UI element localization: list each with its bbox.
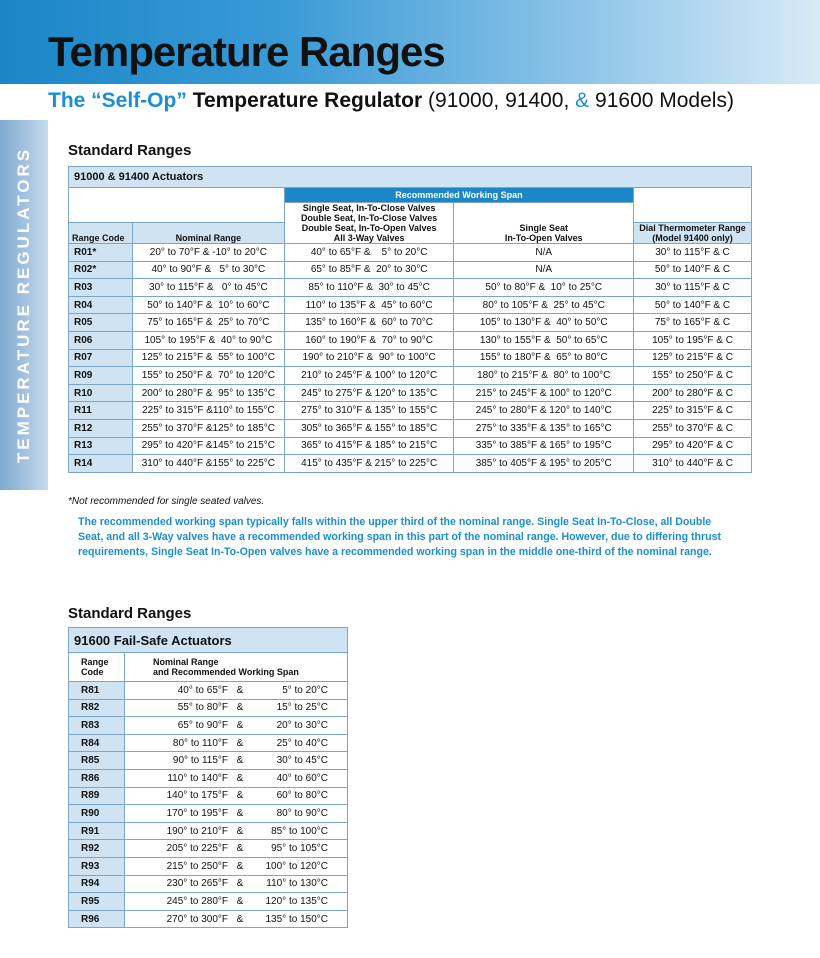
working-span-close-cell: 40° to 65°F & 5° to 20°C [284,244,454,262]
range-code-cell: R07 [69,349,133,367]
table-row [69,893,348,911]
table-row [69,875,348,893]
celsius-span: 80° to 90°C [276,807,328,819]
fahrenheit-span: 90° to 115°F [172,755,228,767]
nominal-span-cell [125,822,348,840]
table-row [69,682,348,700]
table-row [69,314,752,332]
nominal-span-cell [125,769,348,787]
table-row [69,244,752,262]
dial-range-cell: 125° to 215°F & C [634,349,752,367]
table-row [69,455,752,473]
working-span-open-cell: 385° to 405°F & 195° to 205°C [454,455,634,473]
table-row [69,699,348,717]
col-close-line4: All 3-Way Valves [333,233,405,243]
fahrenheit-span: 205° to 225°F [166,843,228,855]
subtitle-models: (91000, 91400, [428,89,570,112]
fahrenheit-span: 230° to 265°F [166,878,228,890]
col-close-line3: Double Seat, In-To-Open Valves [301,223,437,233]
range-code-cell: R02* [69,261,133,279]
nominal-span-cell [125,893,348,911]
subtitle-brand: The “Self-Op” [48,89,187,112]
working-span-open-cell: 105° to 130°F & 40° to 50°C [454,314,634,332]
dial-range-cell: 30° to 115°F & C [634,244,752,262]
col-open-line1: Single Seat [519,223,568,233]
fahrenheit-span: 65° to 90°F [177,719,228,731]
col-close-line2: Double Seat, In-To-Close Valves [300,213,438,223]
range-code-cell: R93 [69,857,125,875]
page-title: Temperature Ranges [48,28,445,75]
working-span-open-cell: 245° to 280°F & 120° to 140°C [454,402,634,420]
celsius-span: 40° to 60°C [276,772,328,784]
table-row [69,822,348,840]
fahrenheit-span: 215° to 250°F [166,860,228,872]
working-span-close-cell: 305° to 365°F & 155° to 185°C [284,419,454,437]
range-code-cell: R82 [69,699,125,717]
nominal-span-cell [125,875,348,893]
dial-range-cell: 50° to 140°F & C [634,261,752,279]
table2-body [69,682,348,928]
nominal-span-cell [125,805,348,823]
nominal-range-cell: 255° to 370°F &125° to 185°C [132,419,284,437]
subtitle-models-end: 91600 Models) [595,89,734,112]
table2-header-row [69,653,348,682]
ampersand: & [236,878,244,890]
fahrenheit-span: 80° to 110°F [172,737,228,749]
range-code-cell: R13 [69,437,133,455]
span-header-row [69,188,752,203]
nominal-range-cell: 225° to 315°F &110° to 155°C [132,402,284,420]
col-dial-line2: (Model 91400 only) [652,233,733,243]
nominal-range-cell: 105° to 195°F & 40° to 90°C [132,331,284,349]
table-row [69,769,348,787]
range-code-cell: R05 [69,314,133,332]
col-header-open [454,203,634,244]
col2-header-code [69,653,125,682]
dial-range-cell: 200° to 280°F & C [634,384,752,402]
table-row [69,261,752,279]
fahrenheit-span: 55° to 80°F [177,702,228,714]
working-span-open-cell: 180° to 215°F & 80° to 100°C [454,367,634,385]
ampersand: & [236,790,244,802]
table-row [69,331,752,349]
dial-range-cell: 310° to 440°F & C [634,455,752,473]
ampersand: & [236,807,244,819]
range-code-cell: R04 [69,296,133,314]
celsius-span: 5° to 20°C [282,684,328,696]
working-span-open-cell: 80° to 105°F & 25° to 45°C [454,296,634,314]
working-span-close-cell: 365° to 415°F & 185° to 215°C [284,437,454,455]
nominal-range-cell: 30° to 115°F & 0° to 45°C [132,279,284,297]
fahrenheit-span: 40° to 65°F [177,684,228,696]
nominal-range-cell: 75° to 165°F & 25° to 70°C [132,314,284,332]
nominal-range-cell: 125° to 215°F & 55° to 100°C [132,349,284,367]
range-code-cell: R09 [69,367,133,385]
table2-title: 91600 Fail-Safe Actuators [69,628,348,653]
dial-range-cell: 155° to 250°F & C [634,367,752,385]
ampersand: & [236,684,244,696]
fahrenheit-span: 110° to 140°F [167,772,228,784]
ampersand: & [236,860,244,872]
celsius-span: 25° to 40°C [276,737,328,749]
range-code-cell: R90 [69,805,125,823]
celsius-span: 15° to 25°C [276,702,328,714]
nominal-span-cell [125,699,348,717]
table-row [69,402,752,420]
page-subtitle [48,88,734,114]
working-span-close-cell: 245° to 275°F & 120° to 135°C [284,384,454,402]
working-span-open-cell: N/A [454,244,634,262]
nominal-span-cell [125,682,348,700]
celsius-span: 30° to 45°C [276,755,328,767]
table1-body [69,244,752,473]
section1-title: Standard Ranges [68,142,192,159]
range-code-cell: R06 [69,331,133,349]
side-tab-label: TEMPERATURE REGULATORS [14,146,33,464]
nominal-span-cell [125,857,348,875]
table2-title-row [69,628,348,653]
span-header: Recommended Working Span [284,188,633,203]
table-row [69,717,348,735]
col2-header-nominal [125,653,348,682]
col-header-dial [634,223,752,244]
working-span-close-cell: 85° to 110°F & 30° to 45°C [284,279,454,297]
col2-nominal-line2: and Recommended Working Span [153,667,299,677]
nominal-range-cell: 200° to 280°F & 95° to 135°C [132,384,284,402]
range-code-cell: R14 [69,455,133,473]
table-row [69,787,348,805]
range-code-cell: R91 [69,822,125,840]
range-code-cell: R84 [69,734,125,752]
footnote: *Not recommended for single seated valves. [68,496,265,507]
working-span-close-cell: 65° to 85°F & 20° to 30°C [284,261,454,279]
nominal-range-cell: 50° to 140°F & 10° to 60°C [132,296,284,314]
ampersand: & [236,737,244,749]
range-code-cell: R94 [69,875,125,893]
table-row [69,279,752,297]
range-code-cell: R83 [69,717,125,735]
table-row [69,734,348,752]
nominal-range-cell: 310° to 440°F &155° to 225°C [132,455,284,473]
working-span-open-cell: N/A [454,261,634,279]
table-row [69,296,752,314]
table-row [69,419,752,437]
table1-title: 91000 & 91400 Actuators [69,167,752,188]
celsius-span: 60° to 80°C [276,790,328,802]
range-code-cell: R85 [69,752,125,770]
nominal-range-cell: 295° to 420°F &145° to 215°C [132,437,284,455]
blank-header-right [634,188,752,223]
col-dial-line1: Dial Thermometer Range [639,223,746,233]
nominal-span-cell [125,787,348,805]
celsius-span: 120° to 135°C [265,895,328,907]
title-banner [0,0,820,84]
ampersand: & [236,825,244,837]
nominal-range-cell: 20° to 70°F & -10° to 20°C [132,244,284,262]
fahrenheit-span: 270° to 300°F [166,913,228,925]
dial-range-cell: 50° to 140°F & C [634,296,752,314]
ampersand: & [236,772,244,784]
table-row [69,384,752,402]
working-span-open-cell: 50° to 80°F & 10° to 25°C [454,279,634,297]
table-row [69,910,348,928]
ampersand: & [236,702,244,714]
working-span-close-cell: 160° to 190°F & 70° to 90°C [284,331,454,349]
ampersand: & [236,719,244,731]
col-header-nominal: Nominal Range [132,223,284,244]
fahrenheit-span: 140° to 175°F [166,790,228,802]
working-span-open-cell: 275° to 335°F & 135° to 165°C [454,419,634,437]
col2-code-line1: Range [81,657,109,667]
range-code-cell: R01* [69,244,133,262]
fahrenheit-span: 170° to 195°F [166,807,228,819]
working-span-open-cell: 335° to 385°F & 165° to 195°C [454,437,634,455]
celsius-span: 100° to 120°C [265,860,328,872]
nominal-span-cell [125,734,348,752]
working-span-close-cell: 135° to 160°F & 60° to 70°C [284,314,454,332]
range-code-cell: R10 [69,384,133,402]
range-code-cell: R81 [69,682,125,700]
blank-header [69,188,285,223]
range-code-cell: R96 [69,910,125,928]
nominal-range-cell: 155° to 250°F & 70° to 120°C [132,367,284,385]
col-header-close [284,203,454,244]
range-code-cell: R11 [69,402,133,420]
table-row [69,805,348,823]
col2-nominal-line1: Nominal Range [153,657,219,667]
nominal-span-cell [125,717,348,735]
range-code-cell: R92 [69,840,125,858]
dial-range-cell: 75° to 165°F & C [634,314,752,332]
subtitle-ampersand: & [575,89,590,112]
nominal-span-cell [125,910,348,928]
nominal-span-cell [125,840,348,858]
working-span-note: The recommended working span typically falls within the upper third of the nominal range. Single Seat In-To-Close, all Double Seat, and all 3-Way valves have a recommended working span in this part of the nominal range. However, due to differing thrust requirements, Single Seat In-To-Open valves have a recommended working span in the middle one-third of the nominal range. [78,516,722,558]
col-header-code: Range Code [69,223,133,244]
table-row [69,857,348,875]
range-code-cell: R95 [69,893,125,911]
ampersand: & [236,843,244,855]
subtitle-product: Temperature Regulator [192,89,423,112]
working-span-open-cell: 155° to 180°F & 65° to 80°C [454,349,634,367]
table-row [69,840,348,858]
range-code-cell: R89 [69,787,125,805]
fahrenheit-span: 190° to 210°F [166,825,228,837]
working-span-close-cell: 190° to 210°F & 90° to 100°C [284,349,454,367]
working-span-close-cell: 210° to 245°F & 100° to 120°C [284,367,454,385]
celsius-span: 95° to 105°C [271,843,328,855]
ampersand: & [236,895,244,907]
celsius-span: 135° to 150°C [265,913,328,925]
col-open-line2: In-To-Open Valves [504,233,583,243]
working-span-close-cell: 275° to 310°F & 135° to 155°C [284,402,454,420]
table-title-row [69,167,752,188]
celsius-span: 85° to 100°C [271,825,328,837]
fahrenheit-span: 245° to 280°F [166,895,228,907]
working-span-open-cell: 215° to 245°F & 100° to 120°C [454,384,634,402]
working-span-close-cell: 110° to 135°F & 45° to 60°C [284,296,454,314]
dial-range-cell: 225° to 315°F & C [634,402,752,420]
celsius-span: 110° to 130°C [266,878,328,890]
table-row [69,349,752,367]
col-close-line1: Single Seat, In-To-Close Valves [302,203,436,213]
table-row [69,367,752,385]
col2-code-line2: Code [81,667,104,677]
range-code-cell: R86 [69,769,125,787]
ampersand: & [236,913,244,925]
ampersand: & [236,755,244,767]
table-row [69,437,752,455]
dial-range-cell: 105° to 195°F & C [634,331,752,349]
range-code-cell: R12 [69,419,133,437]
working-span-open-cell: 130° to 155°F & 50° to 65°C [454,331,634,349]
actuators-91600-table [68,627,348,928]
nominal-range-cell: 40° to 90°F & 5° to 30°C [132,261,284,279]
nominal-span-cell [125,752,348,770]
celsius-span: 20° to 30°C [276,719,328,731]
table-row [69,752,348,770]
dial-range-cell: 295° to 420°F & C [634,437,752,455]
section2-title: Standard Ranges [68,605,192,622]
dial-range-cell: 30° to 115°F & C [634,279,752,297]
working-span-close-cell: 415° to 435°F & 215° to 225°C [284,455,454,473]
dial-range-cell: 255° to 370°F & C [634,419,752,437]
range-code-cell: R03 [69,279,133,297]
actuators-91000-91400-table [68,166,752,473]
